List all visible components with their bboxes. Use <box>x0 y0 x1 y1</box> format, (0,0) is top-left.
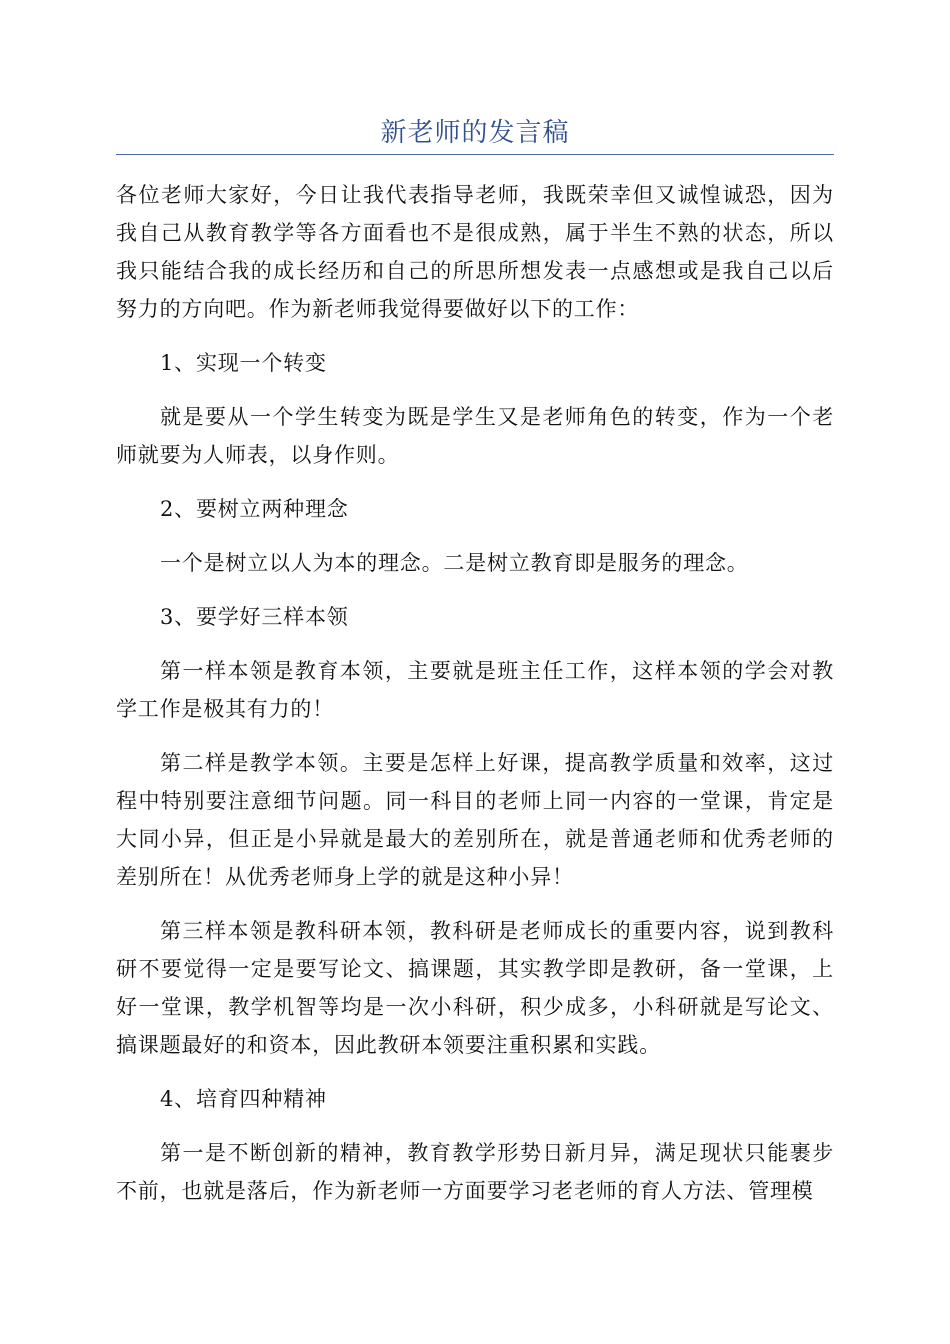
paragraph: 一个是树立以人为本的理念。二是树立教育即是服务的理念。 <box>160 551 749 575</box>
section-heading-4: 4、培育四种精神 <box>160 1087 327 1111</box>
section-heading-2: 2、要树立两种理念 <box>160 497 349 521</box>
paragraph: 第三样本领是教科研本领，教科研是老师成长的重要内容，说到教科研不要觉得一定是要写论文、搞课题，其实教学即是教研，备一堂课，上好一堂课，教学机智等均是一次小科研，积少成多，小科研就是写论文、搞课题最好的和资本，因此教研本领要注重积累和实践。 <box>116 919 834 1057</box>
section-heading-3: 3、要学好三样本领 <box>160 605 349 629</box>
intro-paragraph: 各位老师大家好，今日让我代表指导老师，我既荣幸但又诚惶诚恐，因为我自己从教育教学等各方面看也不是很成熟，属于半生不熟的状态，所以我只能结合我的成长经历和自己的所思所想发表一点感想或是我自己以后努力的方向吧。作为新老师我觉得要做好以下的工作： <box>116 183 834 321</box>
title-underline <box>116 154 834 155</box>
paragraph: 第一样本领是教育本领，主要就是班主任工作，这样本领的学会对教学工作是极其有力的！ <box>116 659 834 721</box>
paragraph: 第二样是教学本领。主要是怎样上好课，提高教学质量和效率，这过程中特别要注意细节问题。同一科目的老师上同一内容的一堂课，肯定是大同小异，但正是小异就是最大的差别所在，就是普通老师和优秀老师的差别所在！从优秀老师身上学的就是这种小异！ <box>116 751 834 889</box>
document-title: 新老师的发言稿 <box>380 118 570 148</box>
document-body <box>116 176 834 1226</box>
paragraph: 就是要从一个学生转变为既是学生又是老师角色的转变，作为一个老师就要为人师表，以身作则。 <box>116 405 834 467</box>
section-heading-1: 1、实现一个转变 <box>160 351 327 375</box>
paragraph: 第一是不断创新的精神，教育教学形势日新月异，满足现状只能裹步不前，也就是落后，作为新老师一方面要学习老老师的育人方法、管理模 <box>116 1141 834 1203</box>
